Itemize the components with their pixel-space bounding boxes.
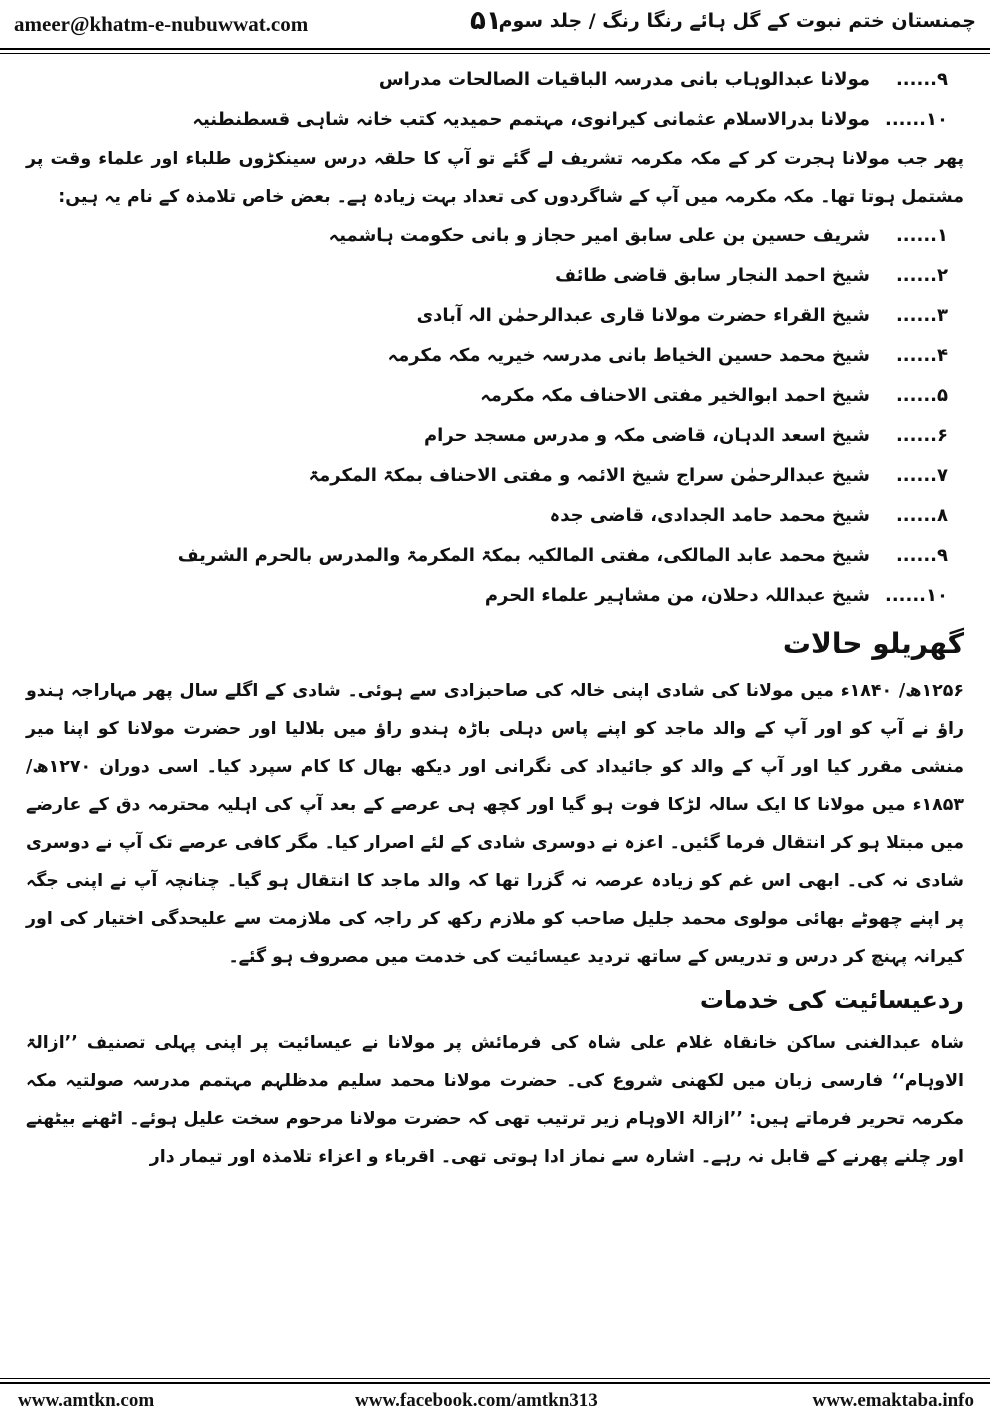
section-heading-refutation: ردعیسائیت کی خدمات — [699, 986, 964, 1014]
list-item-text: شیخ محمد عابد المالکی، مفتی المالکیہ بمکۃ المکرمۃ والمدرس بالحرم الشریف — [177, 545, 870, 566]
list-item-text: شیخ محمد حامد الجدادی، قاضی جدہ — [549, 505, 870, 526]
list-item-number: ۳...... — [895, 305, 948, 326]
list-item — [20, 256, 970, 296]
list-item-text: شیخ اسعد الدہان، قاضی مکہ و مدرس مسجد حرام — [423, 425, 870, 446]
list-item — [20, 336, 970, 376]
list-item — [20, 100, 970, 140]
footer-link-emaktaba[interactable]: www.emaktaba.info — [812, 1390, 974, 1411]
list-item-number: ۹...... — [895, 545, 948, 566]
footer-link-facebook[interactable]: www.facebook.com/amtkn313 — [355, 1390, 598, 1411]
header-email[interactable]: ameer@khatm-e-nubuwwat.com — [14, 12, 309, 36]
list-item-number: ۸...... — [895, 505, 948, 526]
list-item-text: مولانا عبدالوہاب بانی مدرسہ الباقیات الصالحات مدراس — [378, 69, 870, 90]
list-item-text: شریف حسین بن علی سابق امیر حجاز و بانی حکومت ہاشمیہ — [328, 225, 870, 246]
list-item — [20, 416, 970, 456]
footer-rule — [0, 1382, 990, 1384]
list-item — [20, 60, 970, 100]
header-rule-thin — [0, 53, 990, 54]
list-item-number: ۱۰...... — [884, 585, 948, 606]
section-heading-domestic: گھریلو حالات — [782, 627, 964, 660]
header-rule — [0, 48, 990, 50]
footer-rule-thin — [0, 1378, 990, 1379]
intro-paragraph: پھر جب مولانا ہجرت کر کے مکہ مکرمہ تشریف لے گئے تو آپ کا حلقہ درس سینکڑوں طلباء اور علماء وقت پر مشتمل ہوتا تھا۔ مکہ مکرمہ میں آپ کے شاگردوں کی تعداد بہت زیادہ ہے۔ بعض خاص تلامذہ کے نام یہ ہیں: — [26, 149, 964, 207]
list-item — [20, 536, 970, 576]
list-item-text: شیخ عبدالرحمٰن سراج شیخ الائمہ و مفتی الاحناف بمکۃ المکرمۃ — [308, 465, 870, 486]
list-item-text: شیخ احمد النجار سابق قاضی طائف — [555, 265, 870, 286]
list-item-number: ۱...... — [895, 225, 948, 246]
refutation-paragraph: شاہ عبدالغنی ساکن خانقاہ غلام علی شاہ کی فرمائش پر مولانا نے عیسائیت پر اپنی پہلی تصنیف ’’ازالۃ الاوہام‘‘ فارسی زبان میں لکھنی شروع کی۔ حضرت مولانا محمد سلیم مدظلہم مہتمم مدرسہ صولتیہ مکہ مکرمہ تحریر فرماتے ہیں: ’’ازالۃ الاوہام زیر ترتیب تھی کہ حضرت مولانا مرحوم سخت علیل ہوئے۔ اٹھنے بیٹھنے اور چلنے پھرنے کے قابل نہ رہے۔ اشارہ سے نماز ادا ہوتی تھی۔ اقرباء و اعزاء تلامذہ اور تیمار دار — [26, 1033, 964, 1167]
list-item — [20, 496, 970, 536]
page-content — [20, 60, 970, 1176]
list-item-number: ۱۰...... — [884, 109, 948, 130]
list-item-number: ۹...... — [895, 69, 948, 90]
page-header — [0, 0, 990, 44]
list-item — [20, 576, 970, 616]
list-item — [20, 376, 970, 416]
list-item-number: ۴...... — [895, 345, 948, 366]
footer-link-amtkn[interactable]: www.amtkn.com — [18, 1390, 155, 1411]
list-item — [20, 296, 970, 336]
page-footer — [0, 1386, 990, 1416]
list-item-number: ۲...... — [895, 265, 948, 286]
list-item — [20, 456, 970, 496]
list-item-number: ۵...... — [895, 385, 948, 406]
book-title: چمنستان ختم نبوت کے گل ہائے رنگا رنگ / جلد سوم — [498, 10, 976, 32]
page-number: ۵۱ — [470, 6, 502, 36]
list-item-number: ۷...... — [895, 465, 948, 486]
list-item-text: شیخ عبداللہ دحلان، من مشاہیر علماء الحرم — [484, 585, 870, 606]
list-item-text: مولانا بدرالاسلام عثمانی کیرانوی، مہتمم حمیدیہ کتب خانہ شاہی قسطنطنیہ — [192, 109, 870, 130]
list-item-text: شیخ احمد ابوالخیر مفتی الاحناف مکہ مکرمہ — [480, 385, 870, 406]
list-item — [20, 216, 970, 256]
list-item-text: شیخ محمد حسین الخیاط بانی مدرسہ خیریہ مکہ مکرمہ — [387, 345, 870, 366]
list-item-text: شیخ القراء حضرت مولانا قاری عبدالرحمٰن الہ آبادی — [416, 305, 870, 326]
list-item-number: ۶...... — [895, 425, 948, 446]
domestic-paragraph: ۱۲۵۶ھ/ ۱۸۴۰ء میں مولانا کی شادی اپنی خالہ کی صاحبزادی سے ہوئی۔ شادی کے اگلے سال پھر مہاراجہ ہندو راؤ نے آپ کو اور آپ کے والد ماجد کو اپنے پاس دہلی باڑہ ہندو راؤ میں بلالیا اور حضرت مولانا کو اپنا میر منشی مقرر کیا اور آپ کے والد کو جائیداد کی نگرانی اور دیکھ بھال کا کام سپرد کیا۔ اسی دوران ۱۲۷۰ھ/ ۱۸۵۳ء میں مولانا کا ایک سالہ لڑکا فوت ہو گیا اور کچھ ہی عرصے کے بعد آپ کی اہلیہ محترمہ دق کے عارضے میں مبتلا ہو کر انتقال فرما گئیں۔ اعزہ نے دوسری شادی کے لئے اصرار کیا۔ مگر کافی عرصے تک آپ نے دوسری شادی نہ کی۔ ابھی اس غم کو زیادہ عرصہ نہ گزرا تھا کہ والد ماجد کا انتقال ہو گیا۔ چنانچہ آپ نے اپنی جگہ پر اپنے چھوٹے بھائی مولوی محمد جلیل صاحب کو ملازم رکھ کر راجہ کی ملازمت سے علیحدگی اختیار کی اور کیرانہ پہنچ کر درس و تدریس کے ساتھ تردید عیسائیت کی خدمت میں مصروف ہو گئے۔ — [26, 681, 964, 967]
